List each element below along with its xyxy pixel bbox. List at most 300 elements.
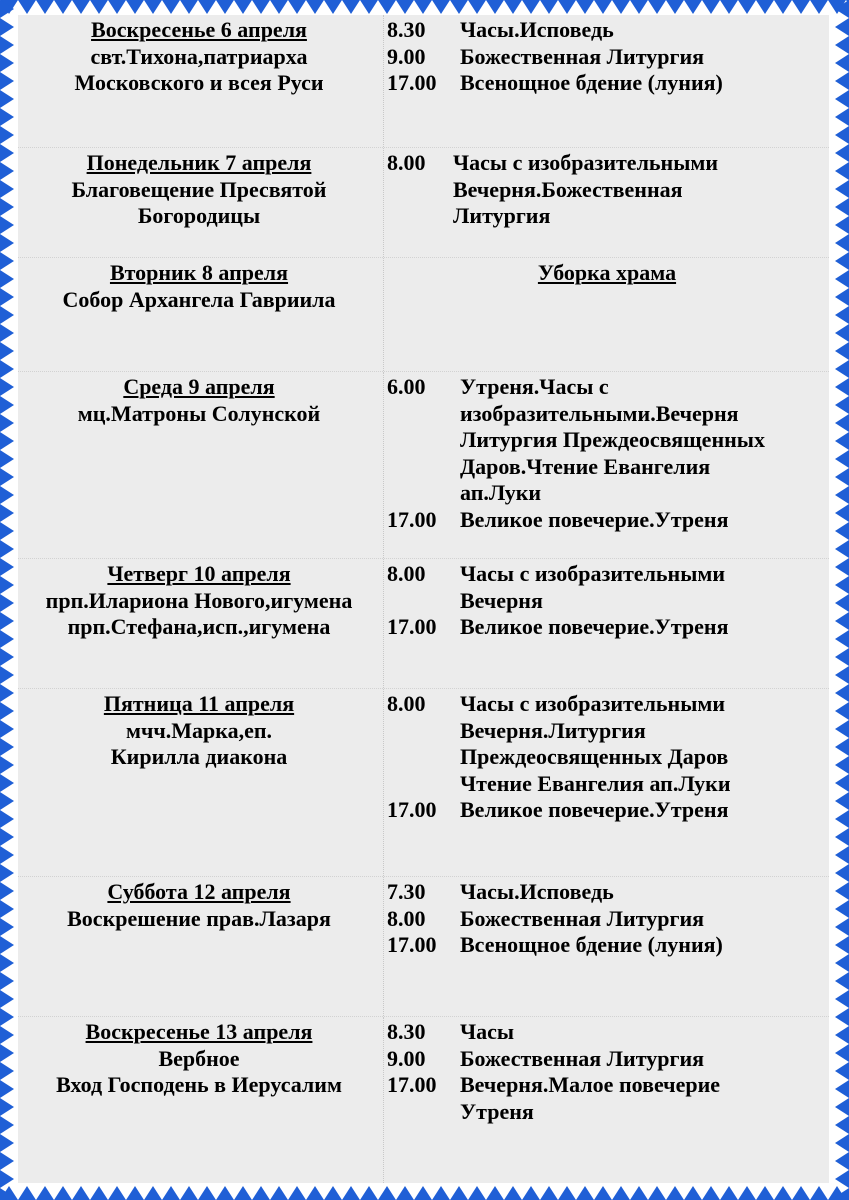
- border-triangle: [835, 234, 849, 252]
- border-triangle: [835, 180, 849, 198]
- border-triangle: [835, 774, 849, 792]
- border-triangle: [0, 576, 14, 594]
- border-triangle: [835, 558, 849, 576]
- border-triangle: [835, 792, 849, 810]
- service-text: Часы.Исповедь: [460, 879, 614, 904]
- border-triangle: [835, 900, 849, 918]
- service-time: 8.30: [387, 1019, 426, 1044]
- day-title-block: [18, 17, 380, 97]
- border-triangle: [270, 0, 288, 14]
- border-triangle: [835, 738, 849, 756]
- border-triangle: [0, 504, 14, 522]
- service-time: 8.00: [387, 691, 426, 716]
- border-triangle: [18, 1186, 36, 1200]
- feast-line: Благовещение Пресвятой: [71, 176, 327, 202]
- border-triangle: [0, 792, 14, 810]
- service-time: 8.00: [387, 561, 426, 586]
- border-triangle: [810, 1186, 828, 1200]
- service-time: 9.00: [387, 43, 426, 69]
- service-text: Божественная Литургия: [460, 1045, 705, 1071]
- border-triangle: [558, 1186, 576, 1200]
- border-triangle: [835, 270, 849, 288]
- border-triangle: [0, 306, 14, 324]
- border-triangle: [835, 1116, 849, 1134]
- border-triangle: [684, 1186, 702, 1200]
- border-triangle: [540, 0, 558, 14]
- border-triangle: [0, 684, 14, 702]
- border-triangle: [835, 90, 849, 108]
- border-triangle: [0, 1170, 14, 1188]
- border-triangle: [835, 252, 849, 270]
- day-block-6: [18, 877, 829, 1017]
- border-triangle: [234, 0, 252, 14]
- service-text: Божественная Литургия: [460, 43, 705, 69]
- border-triangle: [90, 0, 108, 14]
- day-name: Пятница 11 апреля: [103, 691, 295, 716]
- border-triangle: [0, 288, 14, 306]
- border-triangle: [835, 864, 849, 882]
- day-title-block: [18, 1019, 380, 1099]
- border-triangle: [144, 0, 162, 14]
- border-triangle: [180, 0, 198, 14]
- border-triangle: [0, 648, 14, 666]
- border-triangle: [835, 144, 849, 162]
- service-row: [387, 1072, 827, 1125]
- border-triangle: [835, 162, 849, 180]
- cleaning-note: Уборка храма: [537, 260, 677, 285]
- border-triangle: [450, 1186, 468, 1200]
- border-triangle: [835, 1098, 849, 1116]
- border-triangle: [774, 0, 792, 14]
- border-triangle: [126, 0, 144, 14]
- service-time: 17.00: [387, 797, 437, 822]
- day-name: Воскресенье 13 апреля: [85, 1019, 313, 1044]
- border-triangle: [0, 1116, 14, 1134]
- border-triangle: [0, 828, 14, 846]
- service-row: [387, 797, 827, 824]
- border-triangle: [72, 1186, 90, 1200]
- border-triangle: [198, 0, 216, 14]
- border-triangle: [0, 882, 14, 900]
- border-triangle: [835, 504, 849, 522]
- border-triangle: [835, 702, 849, 720]
- border-triangle: [216, 1186, 234, 1200]
- border-triangle: [612, 1186, 630, 1200]
- feast-line: Собор Архангела Гавриила: [62, 286, 336, 312]
- service-time: 17.00: [387, 506, 437, 532]
- service-time: 8.00: [387, 905, 426, 931]
- feast-line: Вход Господень в Иерусалим: [56, 1072, 342, 1097]
- border-triangle: [522, 0, 540, 14]
- service-time: 17.00: [387, 1072, 437, 1097]
- border-triangle: [252, 1186, 270, 1200]
- border-triangle: [0, 180, 14, 198]
- feast-line: Воскрешение прав.Лазаря: [67, 905, 331, 931]
- border-triangle: [835, 306, 849, 324]
- feast-line: Вербное: [158, 1045, 240, 1071]
- border-triangle: [0, 198, 14, 216]
- border-triangle: [0, 954, 14, 972]
- day-block-0: [18, 15, 829, 148]
- service-text: Великое повечерие.Утреня: [460, 506, 729, 532]
- column-divider: [383, 689, 384, 876]
- day-name: Вторник 8 апреля: [109, 260, 289, 285]
- border-triangle: [684, 0, 702, 14]
- feast-line: прп.Илариона Нового,игумена: [45, 587, 353, 613]
- day-block-7: [18, 1017, 829, 1183]
- border-triangle: [0, 378, 14, 396]
- service-row: [387, 17, 827, 44]
- day-title-block: [18, 691, 380, 771]
- column-divider: [383, 148, 384, 257]
- border-triangle: [835, 108, 849, 126]
- services-block: [387, 1019, 827, 1125]
- border-triangle: [0, 1062, 14, 1080]
- border-triangle: [835, 378, 849, 396]
- border-triangle: [0, 522, 14, 540]
- border-triangle: [835, 540, 849, 558]
- border-triangle: [0, 486, 14, 504]
- service-text: Часы.Исповедь: [460, 17, 614, 42]
- border-triangle: [288, 1186, 306, 1200]
- border-triangle: [0, 450, 14, 468]
- border-triangle: [0, 1008, 14, 1026]
- border-triangle: [288, 0, 306, 14]
- border-triangle: [0, 1080, 14, 1098]
- border-triangle: [0, 216, 14, 234]
- service-row: [387, 70, 827, 97]
- border-triangle: [594, 1186, 612, 1200]
- border-triangle: [0, 972, 14, 990]
- border-triangle: [835, 594, 849, 612]
- border-triangle: [738, 1186, 756, 1200]
- border-triangle: [835, 684, 849, 702]
- feast-line: прп.Стефана,исп.,игумена: [67, 614, 331, 639]
- column-divider: [383, 15, 384, 147]
- day-name: Воскресенье 6 апреля: [91, 17, 307, 42]
- day-block-1: [18, 148, 829, 258]
- border-triangle: [0, 864, 14, 882]
- service-text: Всенощное бдение (луния): [460, 932, 723, 957]
- border-triangle: [835, 486, 849, 504]
- border-triangle: [835, 396, 849, 414]
- border-triangle: [835, 1044, 849, 1062]
- border-triangle: [378, 0, 396, 14]
- feast-line: Московского и всея Руси: [74, 70, 324, 95]
- border-triangle: [630, 1186, 648, 1200]
- border-triangle: [756, 1186, 774, 1200]
- day-block-4: [18, 559, 829, 689]
- border-triangle: [0, 1026, 14, 1044]
- border-triangle: [342, 1186, 360, 1200]
- border-triangle: [702, 1186, 720, 1200]
- service-row: [387, 906, 827, 933]
- service-text: Божественная Литургия: [460, 905, 705, 931]
- border-triangle: [0, 468, 14, 486]
- border-triangle: [835, 324, 849, 342]
- border-triangle: [835, 828, 849, 846]
- border-triangle: [0, 720, 14, 738]
- column-divider: [383, 258, 384, 371]
- border-triangle: [324, 1186, 342, 1200]
- border-triangle: [0, 900, 14, 918]
- service-time: 9.00: [387, 1045, 426, 1071]
- border-triangle: [0, 756, 14, 774]
- column-divider: [383, 559, 384, 688]
- service-row: [387, 614, 827, 641]
- service-row: [387, 1046, 827, 1073]
- border-triangle: [18, 0, 36, 14]
- border-triangle: [792, 1186, 810, 1200]
- border-triangle: [835, 432, 849, 450]
- border-triangle: [835, 648, 849, 666]
- border-triangle: [702, 0, 720, 14]
- feast-line: Кирилла диакона: [110, 744, 288, 769]
- border-triangle: [0, 540, 14, 558]
- border-triangle: [835, 810, 849, 828]
- border-triangle: [0, 738, 14, 756]
- border-triangle: [180, 1186, 198, 1200]
- border-triangle: [0, 18, 14, 36]
- service-row: [387, 691, 827, 797]
- border-triangle: [0, 72, 14, 90]
- services-block: [387, 150, 827, 230]
- service-time: 8.00: [387, 150, 426, 175]
- border-triangle: [0, 1134, 14, 1152]
- border-triangle: [0, 144, 14, 162]
- border-triangle: [0, 846, 14, 864]
- border-triangle: [835, 522, 849, 540]
- day-block-3: [18, 372, 829, 559]
- feast-line: Богородицы: [137, 203, 261, 228]
- border-triangle: [756, 0, 774, 14]
- border-triangle: [414, 1186, 432, 1200]
- border-triangle: [720, 0, 738, 14]
- service-text: Утреня.Часы с изобразительными.Вечерня Литургия Преждеосвященных Даров.Чтение Евангелия ап.Луки: [460, 374, 765, 505]
- border-triangle: [835, 1170, 849, 1188]
- border-triangle: [835, 360, 849, 378]
- border-triangle: [450, 0, 468, 14]
- service-time: 17.00: [387, 932, 437, 957]
- border-triangle: [252, 0, 270, 14]
- border-triangle: [835, 612, 849, 630]
- border-triangle: [738, 0, 756, 14]
- border-triangle: [835, 1080, 849, 1098]
- feast-line: мчч.Марка,еп.: [125, 717, 273, 743]
- border-triangle: [0, 414, 14, 432]
- border-triangle: [835, 1152, 849, 1170]
- border-triangle: [835, 666, 849, 684]
- border-triangle: [396, 1186, 414, 1200]
- border-triangle: [612, 0, 630, 14]
- border-triangle: [648, 0, 666, 14]
- border-triangle: [835, 990, 849, 1008]
- services-block: [387, 260, 827, 287]
- border-triangle: [0, 918, 14, 936]
- border-triangle: [198, 1186, 216, 1200]
- border-triangle: [720, 1186, 738, 1200]
- border-triangle: [666, 0, 684, 14]
- border-triangle: [468, 0, 486, 14]
- border-triangle: [0, 1152, 14, 1170]
- service-time: 6.00: [387, 374, 426, 399]
- border-triangle: [835, 216, 849, 234]
- border-triangle: [0, 594, 14, 612]
- border-triangle: [0, 774, 14, 792]
- border-triangle: [0, 666, 14, 684]
- border-triangle: [162, 1186, 180, 1200]
- services-block: [387, 879, 827, 959]
- services-block: [387, 691, 827, 824]
- service-text: Часы с изобразительными Вечерня.Божественная Литургия: [453, 150, 719, 228]
- border-triangle: [36, 0, 54, 14]
- border-triangle: [835, 126, 849, 144]
- border-triangle: [835, 1134, 849, 1152]
- border-triangle: [486, 1186, 504, 1200]
- border-triangle: [144, 1186, 162, 1200]
- border-triangle: [558, 0, 576, 14]
- service-row: [387, 1019, 827, 1046]
- border-triangle: [0, 252, 14, 270]
- day-name: Понедельник 7 апреля: [86, 150, 312, 175]
- border-triangle: [0, 90, 14, 108]
- border-triangle: [0, 270, 14, 288]
- border-triangle: [835, 1008, 849, 1026]
- border-triangle: [90, 1186, 108, 1200]
- services-block: [387, 561, 827, 641]
- border-triangle: [0, 234, 14, 252]
- service-row: [387, 44, 827, 71]
- border-triangle: [835, 1026, 849, 1044]
- border-triangle: [0, 810, 14, 828]
- border-triangle: [0, 36, 14, 54]
- border-triangle: [594, 0, 612, 14]
- border-triangle: [234, 1186, 252, 1200]
- service-text: Часы: [460, 1019, 515, 1044]
- border-triangle: [0, 342, 14, 360]
- border-triangle: [835, 288, 849, 306]
- border-triangle: [0, 990, 14, 1008]
- service-row: [387, 374, 827, 507]
- border-triangle: [306, 0, 324, 14]
- border-triangle: [835, 882, 849, 900]
- day-name: Четверг 10 апреля: [107, 561, 291, 586]
- service-row: [387, 879, 827, 906]
- border-triangle: [835, 720, 849, 738]
- border-triangle: [540, 1186, 558, 1200]
- service-row: [387, 932, 827, 959]
- column-divider: [383, 1017, 384, 1183]
- border-triangle: [126, 1186, 144, 1200]
- border-triangle: [835, 756, 849, 774]
- day-title-block: [18, 374, 380, 427]
- border-triangle: [0, 126, 14, 144]
- service-time: 17.00: [387, 614, 437, 639]
- border-triangle: [0, 108, 14, 126]
- service-row: [387, 561, 827, 614]
- border-triangle: [648, 1186, 666, 1200]
- border-triangle: [792, 0, 810, 14]
- border-triangle: [54, 1186, 72, 1200]
- border-triangle: [378, 1186, 396, 1200]
- column-divider: [383, 372, 384, 558]
- border-triangle: [108, 0, 126, 14]
- border-triangle: [835, 936, 849, 954]
- border-triangle: [835, 972, 849, 990]
- service-text: Великое повечерие.Утреня: [460, 614, 729, 639]
- border-triangle: [216, 0, 234, 14]
- border-triangle: [108, 1186, 126, 1200]
- border-triangle: [0, 162, 14, 180]
- day-title-block: [18, 879, 380, 932]
- border-triangle: [835, 54, 849, 72]
- border-triangle: [835, 1062, 849, 1080]
- border-triangle: [835, 468, 849, 486]
- border-triangle: [835, 450, 849, 468]
- border-triangle: [666, 1186, 684, 1200]
- border-triangle: [504, 0, 522, 14]
- border-triangle: [0, 324, 14, 342]
- border-triangle: [54, 0, 72, 14]
- border-triangle: [835, 414, 849, 432]
- border-triangle: [72, 0, 90, 14]
- border-triangle: [835, 342, 849, 360]
- border-triangle: [835, 630, 849, 648]
- border-triangle: [835, 576, 849, 594]
- service-text: Всенощное бдение (луния): [460, 70, 723, 95]
- border-triangle: [774, 1186, 792, 1200]
- border-triangle: [0, 1044, 14, 1062]
- service-row: [387, 507, 827, 534]
- border-triangle: [342, 0, 360, 14]
- border-triangle: [0, 1098, 14, 1116]
- border-triangle: [324, 0, 342, 14]
- day-name: Суббота 12 апреля: [107, 879, 291, 904]
- border-triangle: [0, 558, 14, 576]
- border-triangle: [0, 396, 14, 414]
- day-title-block: [18, 150, 380, 230]
- border-triangle: [360, 1186, 378, 1200]
- border-triangle: [835, 846, 849, 864]
- services-block: [387, 374, 827, 533]
- border-triangle: [36, 1186, 54, 1200]
- border-triangle: [162, 0, 180, 14]
- border-triangle: [0, 360, 14, 378]
- service-time: 7.30: [387, 879, 426, 904]
- services-block: [387, 17, 827, 97]
- border-triangle: [0, 936, 14, 954]
- border-triangle: [835, 18, 849, 36]
- border-triangle: [0, 432, 14, 450]
- border-triangle: [630, 0, 648, 14]
- border-triangle: [835, 36, 849, 54]
- border-triangle: [576, 0, 594, 14]
- border-triangle: [396, 0, 414, 14]
- border-triangle: [835, 72, 849, 90]
- border-triangle: [468, 1186, 486, 1200]
- border-triangle: [414, 0, 432, 14]
- service-text: Великое повечерие.Утреня: [460, 797, 729, 822]
- border-triangle: [504, 1186, 522, 1200]
- day-title-block: [18, 561, 380, 641]
- service-time: 8.30: [387, 17, 426, 42]
- service-text: Часы с изобразительными Вечерня.Литургия Преждеосвященных Даров Чтение Евангелия ап.Луки: [460, 691, 731, 796]
- border-triangle: [0, 630, 14, 648]
- day-name: Среда 9 апреля: [123, 374, 275, 399]
- border-triangle: [522, 1186, 540, 1200]
- border-triangle: [306, 1186, 324, 1200]
- border-triangle: [0, 612, 14, 630]
